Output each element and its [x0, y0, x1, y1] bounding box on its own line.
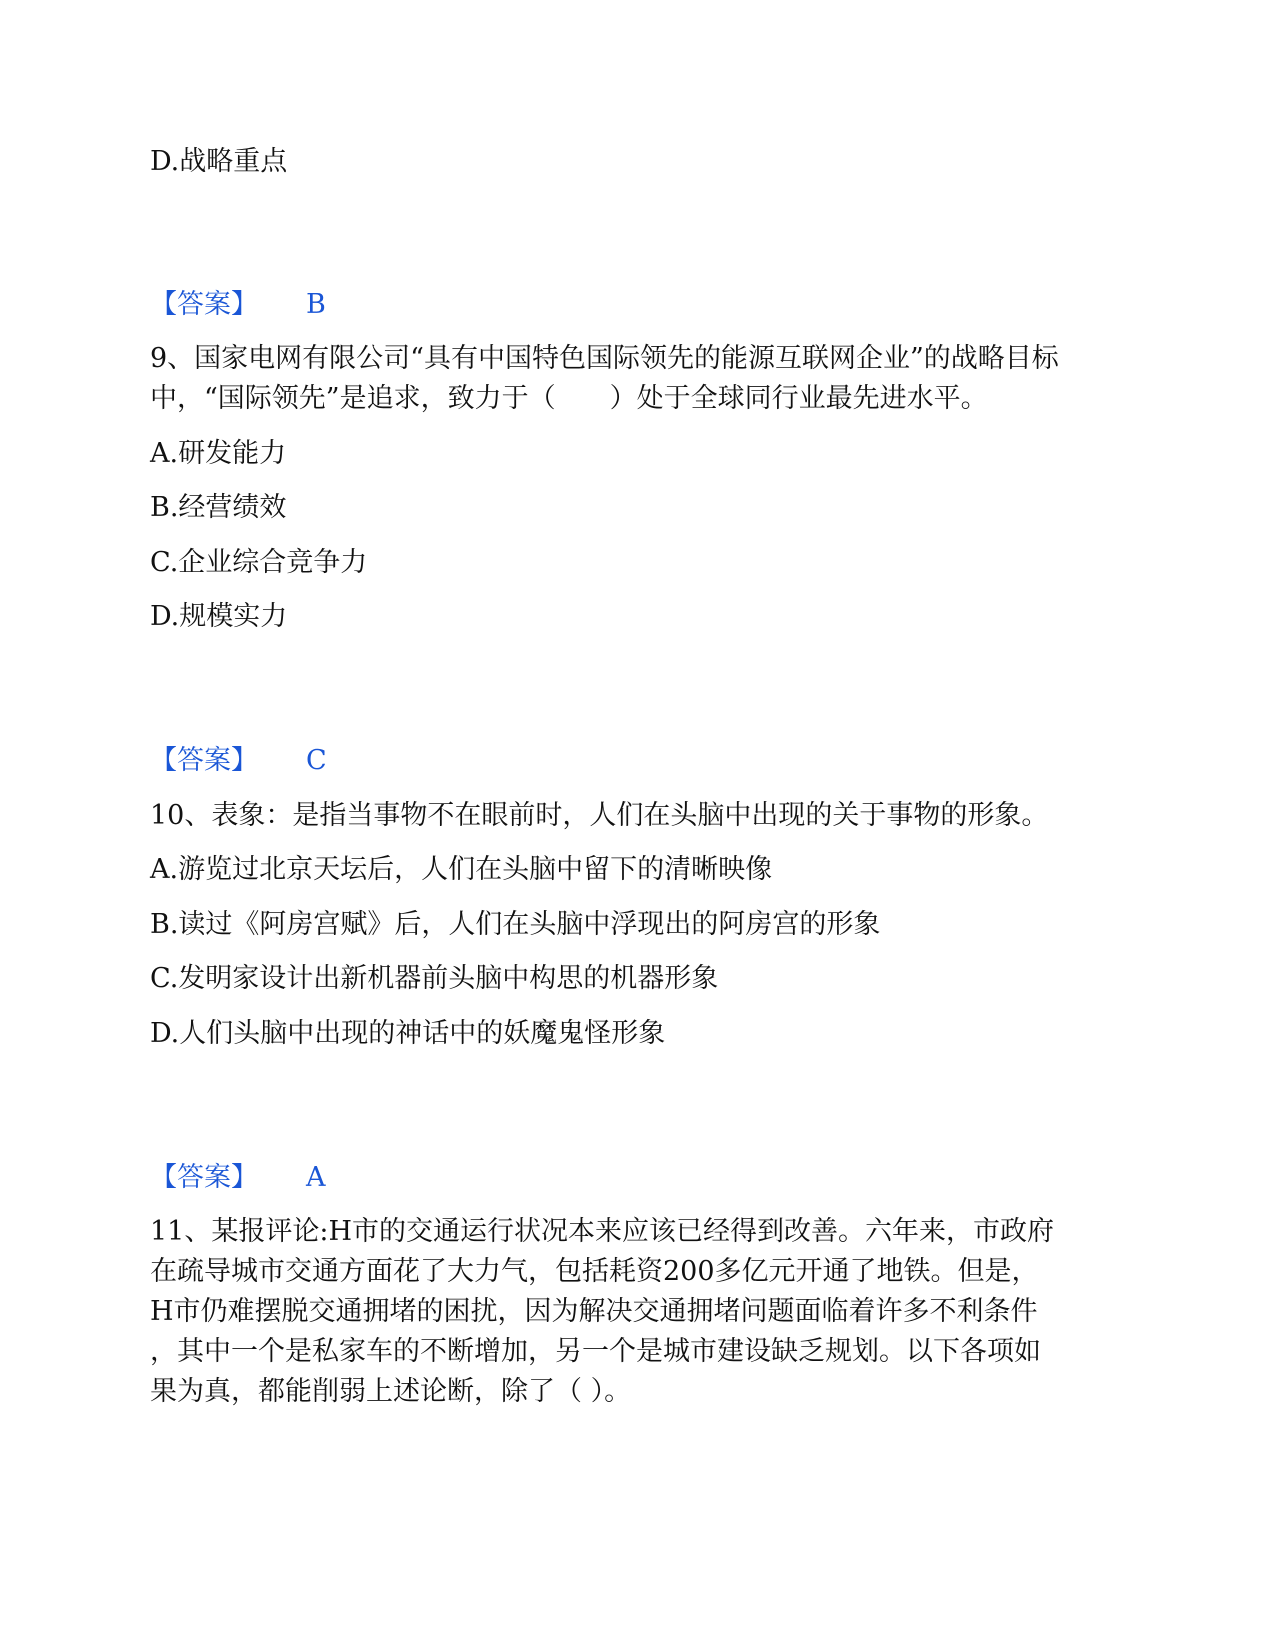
answer-value: B	[306, 289, 326, 320]
q11-stem-line-2: 在疏导城市交通方面花了大力气，包括耗资200多亿元开通了地铁。但是，	[150, 1256, 1039, 1287]
q9-stem-line-2: 中，“国际领先”是追求，致力于（ ）处于全球同行业最先进水平。	[150, 383, 988, 414]
q10-option-b: B.读过《阿房宫赋》后，人们在头脑中浮现出的阿房宫的形象	[150, 909, 881, 940]
prev-answer	[150, 288, 326, 322]
q10-stem: 10、表象：是指当事物不在眼前时，人们在头脑中出现的关于事物的形象。	[150, 800, 1049, 831]
prev-option-d: D.战略重点	[150, 146, 288, 177]
q10-option-d: D.人们头脑中出现的神话中的妖魔鬼怪形象	[150, 1018, 666, 1049]
answer-label: 【答案】	[150, 1162, 258, 1193]
answer-label: 【答案】	[150, 289, 258, 320]
q10-option-a: A.游览过北京天坛后，人们在头脑中留下的清晰映像	[150, 854, 773, 885]
q11-stem-line-5: 果为真，都能削弱上述论断，除了（ ）。	[150, 1376, 632, 1407]
q11-stem-line-3: H市仍难摆脱交通拥堵的困扰，因为解决交通拥堵问题面临着许多不利条件	[150, 1296, 1038, 1327]
q9-stem-line-1: 9、国家电网有限公司“具有中国特色国际领先的能源互联网企业”的战略目标	[150, 343, 1059, 374]
q11-stem-line-1: 11、某报评论:H市的交通运行状况本来应该已经得到改善。六年来，市政府	[150, 1216, 1054, 1247]
answer-label: 【答案】	[150, 745, 258, 776]
q9-option-a: A.研发能力	[150, 438, 287, 469]
answer-value: C	[306, 745, 327, 776]
q9-option-d: D.规模实力	[150, 601, 288, 632]
q10-answer	[150, 1161, 326, 1195]
q11-stem-line-4: ，其中一个是私家车的不断增加，另一个是城市建设缺乏规划。以下各项如	[150, 1336, 1041, 1367]
answer-value: A	[306, 1162, 326, 1193]
q10-option-c: C.发明家设计出新机器前头脑中构思的机器形象	[150, 963, 719, 994]
q9-option-b: B.经营绩效	[150, 492, 287, 523]
q9-option-c: C.企业综合竞争力	[150, 547, 368, 578]
q9-answer	[150, 744, 327, 778]
